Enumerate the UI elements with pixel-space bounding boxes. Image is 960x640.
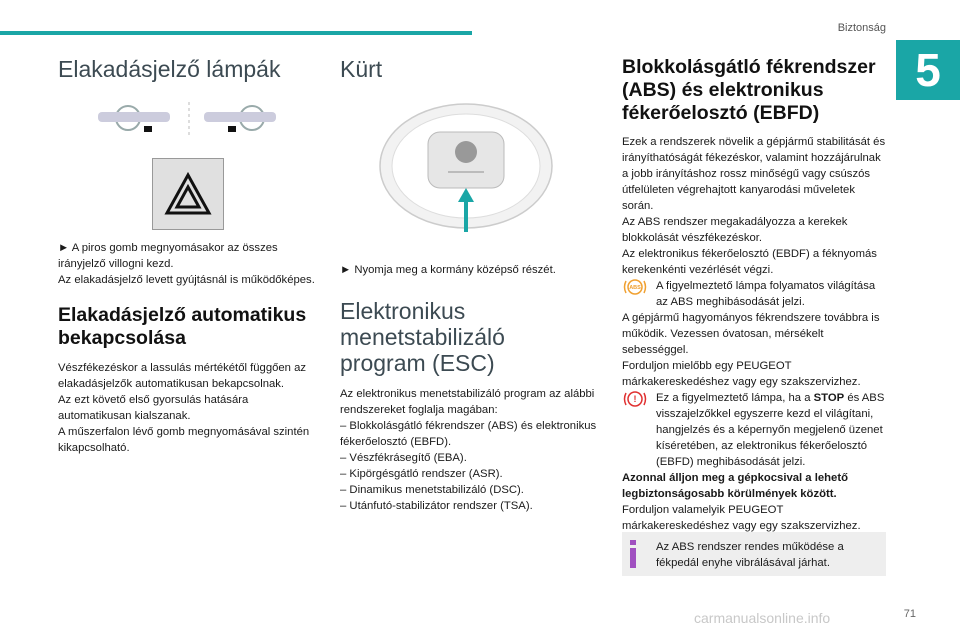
svg-text:!: ! — [633, 394, 637, 404]
esc-list-item: – Vészfékrásegítő (EBA). — [340, 452, 467, 464]
auto-hazard-para1: Vészfékezéskor a lassulás mértékétől függően az elakadásjelzők automatikusan bekapcsolnak. — [58, 362, 307, 390]
column-hazard-lights — [58, 50, 320, 456]
abs-bold-instruction: Azonnal álljon meg a gépkocsival a lehető legbiztonságosabb körülmények között. — [622, 472, 848, 500]
ebfd-warning-post: és ABS visszajelzőkkel egyszerre kezd el világítani, hangjelzés és a képernyőn megjelenő üzenet kíséretében, az elektronikus fékerőelosztó (EBFD) meghibásodását jelzi. — [656, 392, 885, 468]
lhd-rhd-dashboard-icon — [58, 100, 320, 140]
esc-title: Elektronikus menetstabilizáló program (ESC) — [340, 298, 505, 376]
chapter-number: 5 — [896, 40, 960, 100]
page-number: 71 — [903, 608, 916, 620]
horn-title: Kürt — [340, 56, 383, 82]
esc-list-item: – Kipörgésgátló rendszer (ASR). — [340, 468, 503, 480]
abs-para5: Forduljon mielőbb egy PEUGEOT márkakereskedéshez vagy egy szakszervizhez. — [622, 360, 861, 388]
abs-para2: Az ABS rendszer megakadályozza a kerekek blokkolását vészfékezéskor. — [622, 216, 848, 244]
column-horn-esc — [340, 50, 602, 514]
hazard-button-illustration — [152, 158, 224, 230]
hazard-para2: Az elakadásjelző levett gyújtásnál is működőképes. — [58, 274, 315, 286]
brake-warning-icon — [622, 390, 656, 413]
header-accent-bar — [0, 31, 472, 35]
info-note — [622, 532, 886, 576]
abs-para3: Az elektronikus fékerőelosztó (EBDF) a féknyomás kerekenkénti vezérlését végzi. — [622, 248, 877, 276]
auto-hazard-heading: Elakadásjelző automatikus bekapcsolása — [58, 304, 307, 349]
section-name: Biztonság — [837, 22, 886, 34]
hazard-triangle-icon — [164, 172, 212, 216]
abs-para1: Ezek a rendszerek növelik a gépjármű stabilitását és irányíthatóságát fékezéskor, valamint hozzájárulnak a jobb irányításhoz rossz minőségű vagy csúszós útfelületen végrehajtott kanyarodási műveletek során. — [622, 136, 886, 212]
info-note-text: Az ABS rendszer rendes működése a fékpedál enyhe vibrálásával járhat. — [656, 541, 844, 569]
ebfd-warning — [622, 390, 888, 470]
abs-title: Blokkolásgátló fékrendszer (ABS) és elektronikus fékerőelosztó (EBFD) — [622, 56, 876, 124]
auto-hazard-para2: Az ezt követő első gyorsulás hatására automatikusan kialszanak. — [58, 394, 249, 422]
column-abs-ebfd — [622, 50, 888, 534]
info-icon — [629, 540, 637, 568]
esc-list-item: – Utánfutó-stabilizátor rendszer (TSA). — [340, 500, 533, 512]
hazard-para1: ► A piros gomb megnyomásakor az összes irányjelző villogni kezd. — [58, 242, 278, 270]
dashboard-illustration — [58, 100, 320, 140]
auto-hazard-para3: A műszerfalon lévő gomb megnyomásával szintén kikapcsolható. — [58, 426, 310, 454]
ebfd-warning-text — [656, 390, 888, 470]
abs-warning — [622, 278, 888, 310]
abs-para6: Forduljon valamelyik PEUGEOT márkakereskedéshez vagy egy szakszervizhez. — [622, 504, 861, 532]
hazard-lights-title: Elakadásjelző lámpák — [58, 56, 281, 82]
abs-warning-icon — [622, 278, 656, 301]
steering-wheel-icon — [378, 100, 554, 240]
abs-para4: A gépjármű hagyományos fékrendszere továbbra is működik. Vezessen óvatosan, mérsékelt sebességgel. — [622, 312, 880, 356]
ebfd-warning-pre: Ez a figyelmeztető lámpa, ha a — [656, 392, 814, 404]
horn-para: ► Nyomja meg a kormány középső részét. — [340, 264, 556, 276]
esc-list-item: – Blokkolásgátló fékrendszer (ABS) és elektronikus fékerőelosztó (EBFD). — [340, 420, 597, 448]
abs-warning-text: A figyelmeztető lámpa folyamatos világítása az ABS meghibásodását jelzi. — [656, 280, 876, 308]
watermark: carmanualsonline.info — [694, 610, 831, 626]
steering-wheel-illustration — [378, 100, 554, 240]
esc-intro: Az elektronikus menetstabilizáló program az alábbi rendszereket foglalja magában: — [340, 388, 595, 416]
stop-label: STOP — [813, 392, 845, 404]
esc-list-item: – Dinamikus menetstabilizáló (DSC). — [340, 484, 524, 496]
svg-text:ABS: ABS — [629, 285, 641, 291]
